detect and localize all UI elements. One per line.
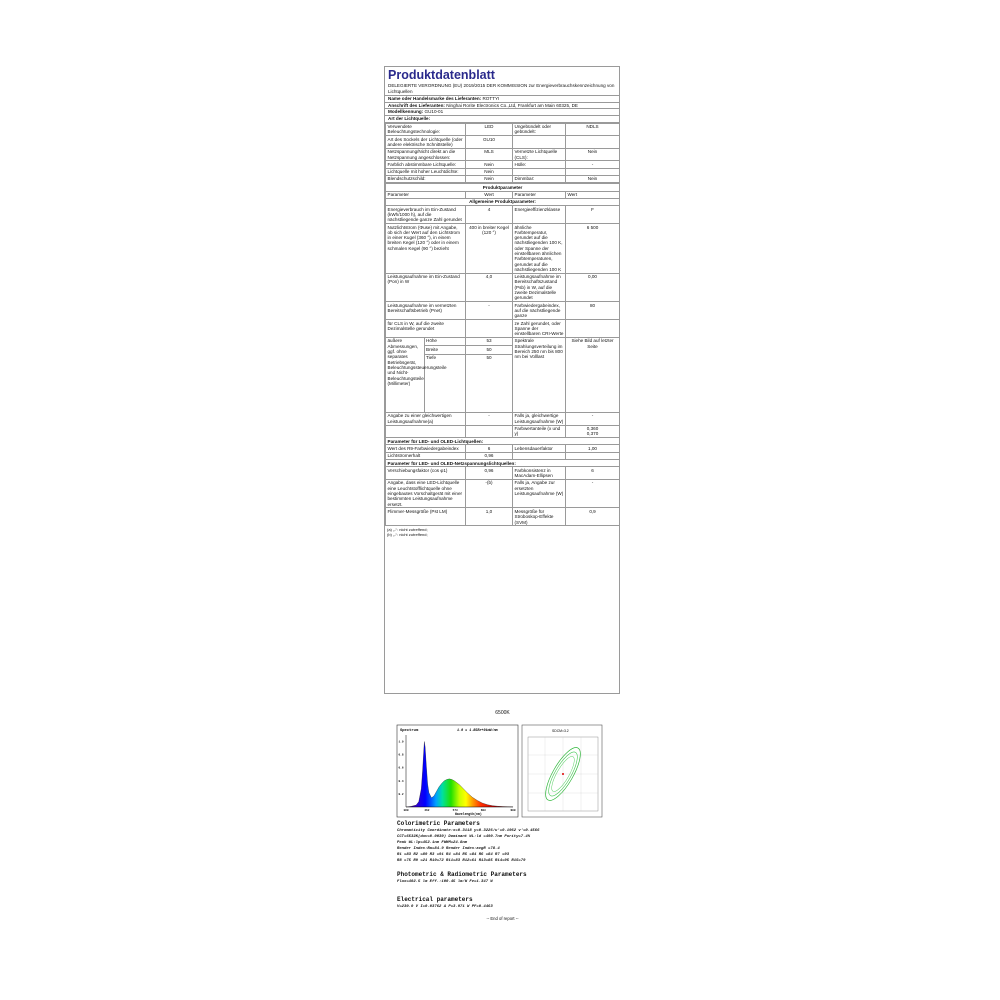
photometric-line: Flux=402.5 lm Eff.:100.45 lm/W Fe=1.347 W — [397, 880, 493, 884]
equiv-value-2: - — [566, 412, 620, 425]
equiv-label-2: Falls ja, gleichwertige Leistungsaufnahme (W) — [513, 412, 566, 425]
led-value: 0,96 — [466, 452, 513, 459]
dims-table — [386, 338, 466, 412]
address-line: Anschrift des Lieferanten: Ninghai Rorite Electronics Co.,Ltd, Frankfurt am Main 60325, DE — [385, 103, 619, 110]
col-header-param-2: Parameter — [513, 191, 566, 198]
mains-value: 1,0 — [466, 508, 513, 526]
general-label-2: Energieeffizienzklasse — [513, 206, 566, 224]
end-of-report: -- End of report -- — [486, 916, 519, 921]
led-label-2 — [513, 452, 566, 459]
spectrum-x-tick: 462 — [424, 809, 430, 812]
dims-label: äußere Abmessungen, ggf. ohne separates Betriebsgerät, Beleuchtungssteuerungsteile und Nicht-Beleuchtungsteile (Millimeter) — [386, 338, 424, 412]
led-label: Lichtstromerhalt — [386, 452, 466, 459]
cie-title: SDCM=3.2 — [552, 729, 569, 733]
type-row — [386, 148, 620, 161]
general-value: 4,0 — [466, 273, 513, 301]
type-label: Verwendete Beleuchtungstechnologie: — [386, 123, 466, 136]
spectrum-y-tick: 0.2 — [398, 792, 404, 796]
type-value-2 — [566, 168, 620, 175]
colorimetric-line: Render Index:Ra=84.9 Render Index:avgR =78.4 — [397, 847, 500, 851]
electrical-line: V=230.0 V I=0.03762 A P=3.971 W PF=0.4463 — [397, 905, 493, 909]
led-label-2: Lebensdauerfaktor — [513, 445, 566, 452]
spectrum-y-tick: 0.4 — [398, 779, 404, 783]
mains-label-2: Falls ja, Angabe zur ersetzten Leistungsaufnahme (W) — [513, 479, 566, 507]
type-value: GU10 — [466, 136, 513, 149]
spectrum-x-tick: 800 — [510, 809, 516, 812]
spectrum-xlabel: Wavelength(nm) — [455, 812, 482, 816]
col-header-value-2: Wert — [566, 191, 620, 198]
dim-name-width: Breite — [424, 346, 466, 355]
type-row — [386, 136, 620, 149]
chroma-y: 0,370 — [586, 431, 599, 437]
type-row — [386, 123, 620, 136]
product-datasheet — [384, 66, 620, 694]
general-value-2: 80 — [566, 302, 620, 320]
general-row — [386, 302, 620, 320]
mains-row — [386, 479, 620, 507]
type-label-2: Vernetzte Lichtquelle (CLS): — [513, 148, 566, 161]
dim-value-depth: 50 — [466, 354, 513, 412]
general-row — [386, 206, 620, 224]
cie-chart — [522, 725, 602, 817]
spectral-value: Siehe Bild auf letzter Seite — [566, 337, 620, 412]
equiv-value: - — [466, 412, 513, 425]
type-label-2: Hülle: — [513, 161, 566, 168]
spectral-label: Spektrale Strahlungsverteilung im Bereich 250 nm bis 800 nm bei Volllast — [513, 337, 566, 412]
dim-name-height: Höhe — [424, 338, 466, 346]
cie-frame — [522, 725, 602, 817]
type-value: Nein — [466, 175, 513, 182]
general-value: 400 in breiter Kegel (120 °) — [466, 224, 513, 274]
model-line: Modellkennung: GU10-01 — [385, 109, 619, 116]
test-report — [395, 708, 610, 928]
chromaticity-point — [562, 773, 564, 775]
colorimetric-heading: Colorimetric Parameters — [397, 820, 480, 827]
type-row — [386, 168, 620, 175]
mains-params-heading: Parameter für LED- und OLED-Netzspannungslichtquellen: — [386, 460, 620, 467]
spectrum-legend: 1.0 = 1.85Ee+01mW/nm — [457, 729, 498, 733]
dim-value-width: 50 — [466, 346, 513, 355]
type-label-2 — [513, 168, 566, 175]
general-label-2: ähnliche Farbtemperatur, gerundet auf die nächstliegenden 100 K, oder Spanne der einstellbaren ähnlichen Farbtemperaturen, gerundet auf die nächstliegenden 100 K — [513, 224, 566, 274]
type-value: MLS — [466, 148, 513, 161]
type-label: Blendschutzschild: — [386, 175, 466, 182]
equiv-label: Angabe zu einer gleichwertigen Leistungsaufnahme(a) — [386, 412, 466, 425]
type-value-2: Nein — [566, 175, 620, 182]
colorimetric-line: R8 =75 R9 =21 R10=72 R11=83 R12=61 R13=85 R14=95 R15=79 — [397, 859, 526, 863]
mains-value: 0,96 — [466, 467, 513, 480]
mains-value-2: - — [566, 479, 620, 507]
mains-label-2: Messgröße für Stroboskop-Effekte (SVM) — [513, 508, 566, 526]
params-table — [385, 183, 620, 526]
led-value-2 — [566, 452, 620, 459]
general-label-2: Leistungsaufnahme im Bereitschaftszustand (Psb) in W, auf die zweite Dezimalstelle gerundet — [513, 273, 566, 301]
cont-row-label: für CLS in W, auf die zweite Dezimalstelle gerundet — [386, 320, 466, 338]
product-params-heading: Produktparameter — [386, 184, 620, 191]
led-value: 6 — [466, 445, 513, 452]
chroma-values — [566, 425, 620, 438]
mains-row — [386, 508, 620, 526]
spectrum-chart — [397, 725, 518, 817]
mains-value-2: 0,9 — [566, 508, 620, 526]
type-label: Farblich abstimmbare Lichtquelle: — [386, 161, 466, 168]
led-row — [386, 445, 620, 452]
col-header-value: Wert — [466, 191, 513, 198]
mains-label: Angabe, dass eine LED-Lichtquelle eine Leuchtstofflichtquelle ohne eingebautes Vorschaltgerät mit einer bestimmten Leistungsaufnahme ersetzt. — [386, 479, 466, 507]
type-row — [386, 161, 620, 168]
general-label: Leistungsaufnahme im vernetzten Bereitschaftsbetrieb (Pnet) — [386, 302, 466, 320]
type-label-2: Dimmbar: — [513, 175, 566, 182]
general-label: Nutzlichtstrom (Φuse) mit Angabe, ob sich der Wert auf den Lichtstrom in einer Kugel (360 °), in einem breiten Kegel (120 °) oder in einem schmalen Kegel (90 °) bezieht — [386, 224, 466, 274]
colorimetric-line: Peak WL:lp=452.1nm FWHM=24.8nm — [397, 841, 468, 845]
type-value-2: NDLS — [566, 123, 620, 136]
type-label-2: Ungebündelt oder gebündelt: — [513, 123, 566, 136]
general-value: - — [466, 302, 513, 320]
general-value-2: 0,00 — [566, 273, 620, 301]
footnote-b: (b) „-“: nicht zutreffend; — [387, 532, 428, 538]
type-value-2: Nein — [566, 148, 620, 161]
cont-row-label-2: ze Zahl gerundet, oder Spanne der einstellbaren CRI-Werte — [513, 320, 566, 338]
mains-value: -(b) — [466, 479, 513, 507]
mains-label: Verschiebungsfaktor (cos φ1) — [386, 467, 466, 480]
electrical-heading: Electrical parameters — [397, 896, 473, 903]
spectrum-x-tick: 683 — [480, 809, 486, 812]
photometric-heading: Photometric & Radiometric Parameters — [397, 871, 527, 878]
general-value-2: F — [566, 206, 620, 224]
footnote-a: (a) „-“: nicht zutreffend; — [387, 527, 428, 533]
spectrum-label: 6500K — [495, 710, 510, 716]
colorimetric-line: R1 =83 R2 =89 R3 =91 R4 =84 R5 =84 R6 =84 R7 =93 — [397, 853, 510, 857]
spectrum-y-tick: 1.0 — [398, 740, 404, 744]
chroma-label: Farbwertanteile (x und y) — [513, 425, 566, 438]
general-label-2: Farbwiedergabeindex, auf die nächstliegende ganze — [513, 302, 566, 320]
type-heading: Art der Lichtquelle: — [385, 116, 619, 123]
colorimetric-line: Chromaticity Coordinate:x=0.3118 y=0.3226/u'=0.1962 v'=0.4566 — [397, 829, 540, 833]
type-label: Netzspannung/Nicht direkt an die Netzspannung angeschlossen: — [386, 148, 466, 161]
mains-label-2: Farbkonsistenz in MacAdam-Ellipsen — [513, 467, 566, 480]
mains-label: Flimmer-Messgröße (Pst LM) — [386, 508, 466, 526]
supplier-line: Name oder Handelsmarke des Lieferanten: ROTTYI — [385, 96, 619, 103]
dim-name-depth: Tiefe — [424, 354, 466, 412]
general-row — [386, 273, 620, 301]
type-value-2 — [566, 136, 620, 149]
colorimetric-line: CCT=6532K(duv=0.0030) Dominant WL:ld =490.7nm Purity=7.4% — [397, 835, 531, 839]
spectrum-x-tick: 380 — [403, 809, 409, 812]
mains-value-2: 6 — [566, 467, 620, 480]
mains-row — [386, 467, 620, 480]
general-value-2: 6 500 — [566, 224, 620, 274]
spectrum-title: Spectrum — [400, 729, 419, 733]
general-value: 4 — [466, 206, 513, 224]
spectrum-x-tick: 573 — [452, 809, 458, 812]
type-table — [385, 123, 620, 184]
general-row — [386, 224, 620, 274]
type-value: Nein — [466, 168, 513, 175]
type-value: Nein — [466, 161, 513, 168]
col-header-param: Parameter — [386, 191, 466, 198]
type-label: Art des Sockels der Lichtquelle (oder andere elektrische Schnittstelle) — [386, 136, 466, 149]
led-params-heading: Parameter für LED- und OLED-Lichtquellen: — [386, 438, 620, 445]
type-value: LED — [466, 123, 513, 136]
chroma-x: 0,360 — [586, 426, 599, 432]
general-label: Leistungsaufnahme im Ein-Zustand (Pon) in W — [386, 273, 466, 301]
type-label-2 — [513, 136, 566, 149]
spectrum-y-tick: 0.8 — [398, 753, 404, 757]
led-value-2: 1,00 — [566, 445, 620, 452]
led-row — [386, 452, 620, 459]
spectrum-y-tick: 0.6 — [398, 766, 404, 770]
general-label: Energieverbrauch im Ein-Zustand (kWh/1000 h), auf die nächstliegende ganze Zahl gerundet — [386, 206, 466, 224]
led-label: Wert des R9-Farbwiedergabeindex — [386, 445, 466, 452]
type-value-2: - — [566, 161, 620, 168]
type-label: Lichtquelle mit hoher Leuchtdichte: — [386, 168, 466, 175]
dim-value-height: 53 — [466, 337, 513, 346]
general-params-heading: Allgemeine Produktparameter: — [386, 198, 620, 205]
page-title: Produktdatenblatt — [388, 68, 495, 82]
type-row — [386, 175, 620, 182]
regulation-text: DELEGIERTE VERORDNUNG (EU) 2019/2015 DER KOMMISSION zur Energieverbrauchskennzeichnung von Lichtquellen — [385, 83, 619, 96]
